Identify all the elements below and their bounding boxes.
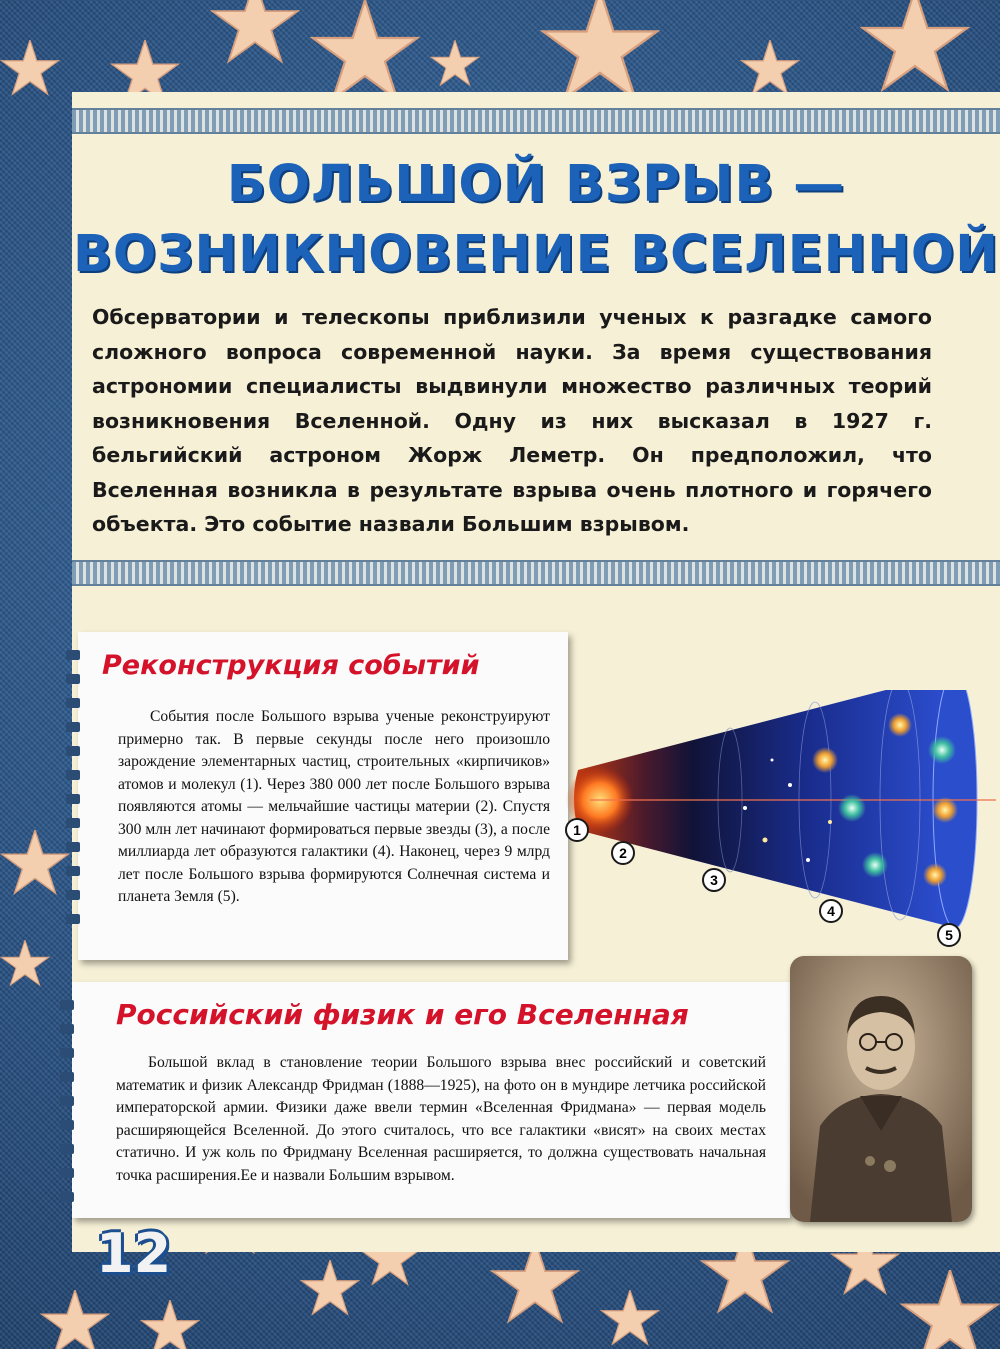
stitch-border-top bbox=[72, 108, 1000, 134]
stage-label-1: 1 bbox=[573, 822, 581, 838]
star-icon bbox=[2, 830, 69, 893]
stage-marker-1 bbox=[566, 819, 588, 841]
galaxy bbox=[812, 747, 838, 773]
star bbox=[743, 806, 747, 810]
stage-marker-5 bbox=[938, 924, 960, 946]
star bbox=[828, 820, 832, 824]
star-icon bbox=[741, 40, 798, 94]
stage-label-2: 2 bbox=[619, 845, 627, 861]
star bbox=[788, 783, 792, 787]
star-icon bbox=[1, 940, 49, 985]
star-icon bbox=[313, 0, 418, 99]
galaxy bbox=[923, 863, 947, 887]
star-icon bbox=[301, 1260, 358, 1314]
star-icon bbox=[141, 1300, 198, 1349]
friedmann-title: Российский физик и его Вселенная bbox=[116, 998, 689, 1031]
friedmann-text: Большой вклад в становление теории Большого взрыва внес российский и советский математик и физик Александр Фридман (1888—1925), на фото он в мундире летчика российской императорской армии. Физики даже ввели термин «Вселенная Фридмана» — первая модель расширяющейся Вселенной. До этого считалось, что все галактики «висят» на своих местах статично. И уж коль по Фридману Вселенная расширяется, то должна существовать начальная точка расширения.Ее и назвали Большим взрывом. bbox=[116, 1054, 766, 1184]
star-icon bbox=[601, 1290, 658, 1344]
star bbox=[771, 759, 774, 762]
intro-paragraph: Обсерватории и телескопы приблизили ученых к разгадке самого сложного вопроса современной науки. За время существования астрономии специалисты выдвинули множество различных теорий возникновения Вселенной. Одну из них высказал в 1927 г. бельгийский астроном Жорж Леметр. Он предположил, что Вселенная возникла в результате взрыва очень плотного и горячего объекта. Это событие назвали Большим взрывом. bbox=[92, 305, 932, 536]
star-icon bbox=[1, 40, 58, 94]
star bbox=[763, 838, 768, 843]
galaxy bbox=[838, 794, 866, 822]
star-icon bbox=[492, 1240, 578, 1321]
reconstruction-card bbox=[78, 632, 568, 960]
galaxy bbox=[928, 736, 956, 764]
galaxy bbox=[932, 797, 958, 823]
stage-marker-4 bbox=[820, 900, 842, 922]
stage-marker-3 bbox=[703, 869, 725, 891]
notebook-holes bbox=[66, 650, 84, 938]
stage-label-4: 4 bbox=[827, 903, 835, 919]
galaxy bbox=[862, 852, 888, 878]
star-icon bbox=[42, 1290, 109, 1349]
notebook-holes bbox=[60, 1000, 78, 1216]
page-number: 12 bbox=[96, 1222, 172, 1285]
stitch-border-bottom bbox=[72, 560, 1000, 586]
stage-marker-2 bbox=[612, 842, 634, 864]
friedmann-portrait bbox=[790, 956, 972, 1222]
star bbox=[806, 858, 810, 862]
star-icon bbox=[902, 1270, 997, 1349]
star-icon bbox=[431, 40, 479, 85]
friedmann-card bbox=[72, 982, 790, 1218]
reconstruction-title: Реконструкция событий bbox=[102, 650, 480, 681]
reconstruction-text: События после Большого взрыва ученые реконструируют примерно так. В первые секунды после него произошло зарождение элементарных частиц, строительных «кирпичиков» атомов и молекул (1). Через 380 000 лет после Большого взрыва появляются атомы — мельчайшие частицы материи (2). Спустя 300 млн лет начинают формироваться первые звезды (3), а после миллиарда лет образуются галактики (4). Наконец, через 9 млрд лет после Большого взрыва формируются Солнечная система и планета Земля (5). bbox=[118, 708, 550, 905]
big-bang-diagram bbox=[560, 690, 1000, 950]
star-icon bbox=[543, 0, 657, 99]
title-line-1: БОЛЬШОЙ ВЗРЫВ — bbox=[226, 155, 846, 214]
star-icon bbox=[863, 0, 968, 89]
star-icon bbox=[212, 0, 298, 61]
galaxy bbox=[888, 713, 912, 737]
title-line-2: ВОЗНИКНОВЕНИЕ ВСЕЛЕННОЙ bbox=[73, 225, 999, 284]
page-title bbox=[72, 150, 1000, 290]
stage-label-5: 5 bbox=[945, 927, 953, 943]
stage-label-3: 3 bbox=[710, 872, 718, 888]
